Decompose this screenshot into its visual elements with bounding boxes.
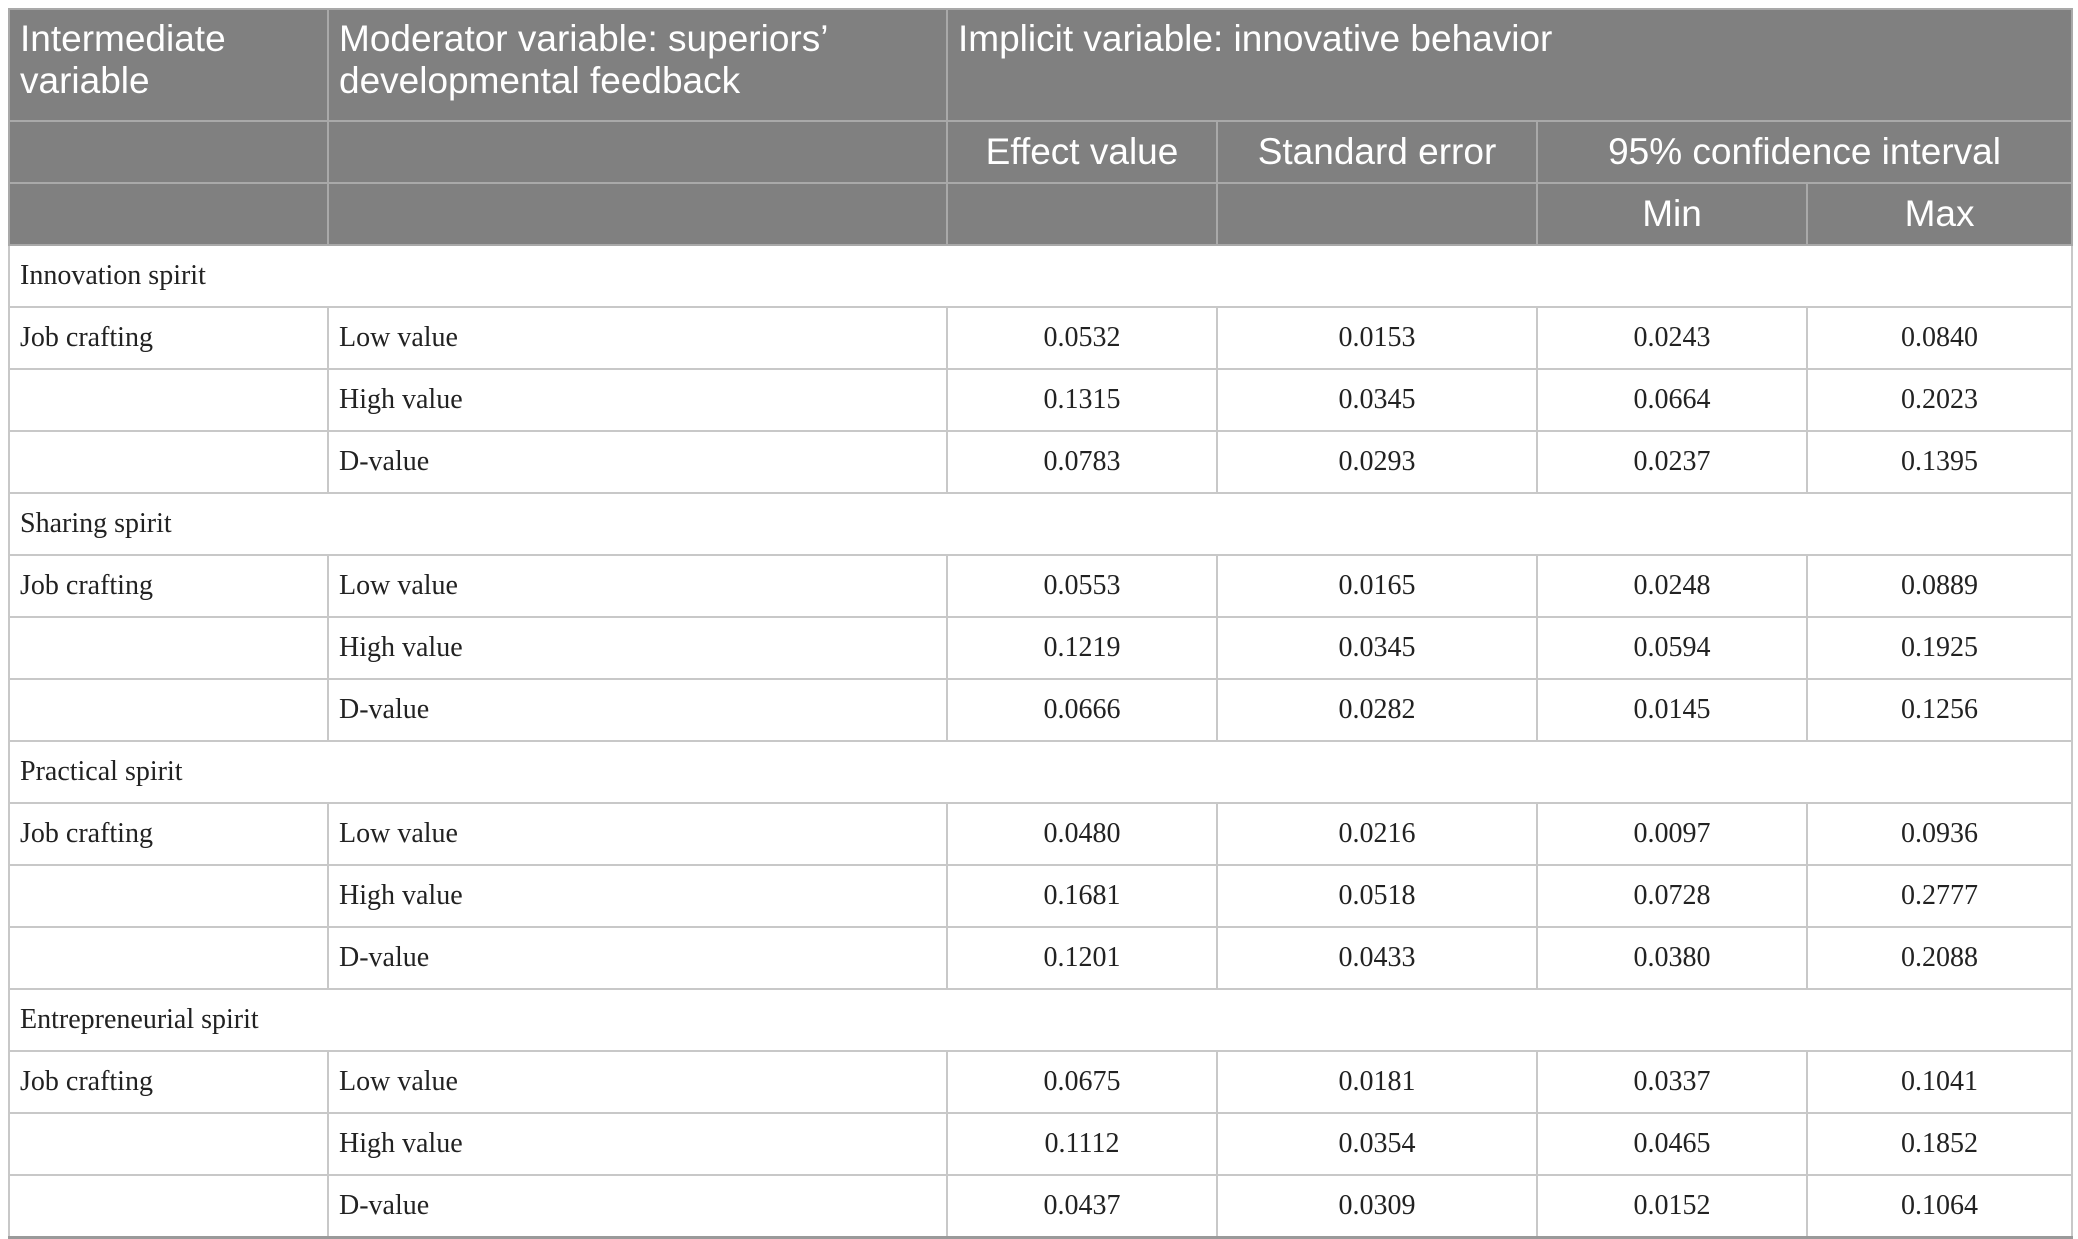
cell-intermediate-variable <box>9 431 328 493</box>
cell-moderator-level: D-value <box>328 927 947 989</box>
header-confidence-interval: 95% confidence interval <box>1537 121 2072 183</box>
cell-standard-error: 0.0354 <box>1217 1113 1537 1175</box>
section-title: Entrepreneurial spirit <box>9 989 2072 1051</box>
cell-effect-value: 0.0480 <box>947 803 1217 865</box>
cell-ci-min: 0.0728 <box>1537 865 1807 927</box>
section-title: Innovation spirit <box>9 245 2072 307</box>
cell-intermediate-variable: Job crafting <box>9 803 328 865</box>
cell-ci-min: 0.0243 <box>1537 307 1807 369</box>
cell-standard-error: 0.0293 <box>1217 431 1537 493</box>
table-row <box>9 927 2072 989</box>
cell-standard-error: 0.0345 <box>1217 617 1537 679</box>
cell-ci-min: 0.0248 <box>1537 555 1807 617</box>
table-row <box>9 803 2072 865</box>
cell-ci-min: 0.0145 <box>1537 679 1807 741</box>
cell-ci-max: 0.2777 <box>1807 865 2072 927</box>
cell-ci-min: 0.0097 <box>1537 803 1807 865</box>
cell-ci-max: 0.1925 <box>1807 617 2072 679</box>
section-title: Practical spirit <box>9 741 2072 803</box>
header-implicit-variable: Implicit variable: innovative behavior <box>947 9 2072 121</box>
cell-standard-error: 0.0345 <box>1217 369 1537 431</box>
cell-standard-error: 0.0433 <box>1217 927 1537 989</box>
table-body <box>9 245 2072 1238</box>
cell-standard-error: 0.0309 <box>1217 1175 1537 1238</box>
cell-ci-max: 0.1852 <box>1807 1113 2072 1175</box>
cell-effect-value: 0.0783 <box>947 431 1217 493</box>
cell-effect-value: 0.0553 <box>947 555 1217 617</box>
cell-intermediate-variable: Job crafting <box>9 1051 328 1113</box>
cell-ci-max: 0.0936 <box>1807 803 2072 865</box>
header-intermediate-variable: Intermediate variable <box>9 9 328 121</box>
table-row <box>9 555 2072 617</box>
cell-standard-error: 0.0282 <box>1217 679 1537 741</box>
moderated-mediation-table <box>8 8 2073 1239</box>
cell-moderator-level: High value <box>328 1113 947 1175</box>
cell-moderator-level: Low value <box>328 307 947 369</box>
cell-ci-min: 0.0594 <box>1537 617 1807 679</box>
cell-standard-error: 0.0181 <box>1217 1051 1537 1113</box>
cell-ci-max: 0.0840 <box>1807 307 2072 369</box>
table-row <box>9 431 2072 493</box>
cell-effect-value: 0.1315 <box>947 369 1217 431</box>
cell-intermediate-variable <box>9 617 328 679</box>
cell-ci-max: 0.2023 <box>1807 369 2072 431</box>
cell-ci-max: 0.2088 <box>1807 927 2072 989</box>
cell-ci-min: 0.0465 <box>1537 1113 1807 1175</box>
cell-standard-error: 0.0518 <box>1217 865 1537 927</box>
section-row <box>9 245 2072 307</box>
section-title: Sharing spirit <box>9 493 2072 555</box>
cell-ci-max: 0.1041 <box>1807 1051 2072 1113</box>
header-row-3 <box>9 183 2072 245</box>
cell-moderator-level: Low value <box>328 555 947 617</box>
section-row <box>9 741 2072 803</box>
table-row <box>9 1051 2072 1113</box>
cell-moderator-level: High value <box>328 865 947 927</box>
section-row <box>9 493 2072 555</box>
table-row <box>9 679 2072 741</box>
cell-ci-min: 0.0664 <box>1537 369 1807 431</box>
cell-effect-value: 0.1112 <box>947 1113 1217 1175</box>
header-effect-value: Effect value <box>947 121 1217 183</box>
header-blank <box>9 121 328 183</box>
header-blank <box>9 183 328 245</box>
cell-moderator-level: Low value <box>328 1051 947 1113</box>
cell-intermediate-variable <box>9 927 328 989</box>
section-row <box>9 989 2072 1051</box>
cell-standard-error: 0.0165 <box>1217 555 1537 617</box>
cell-standard-error: 0.0153 <box>1217 307 1537 369</box>
cell-moderator-level: D-value <box>328 1175 947 1238</box>
cell-effect-value: 0.0532 <box>947 307 1217 369</box>
cell-ci-min: 0.0152 <box>1537 1175 1807 1238</box>
header-blank <box>947 183 1217 245</box>
header-blank <box>328 121 947 183</box>
header-row-2 <box>9 121 2072 183</box>
cell-intermediate-variable <box>9 369 328 431</box>
cell-moderator-level: Low value <box>328 803 947 865</box>
cell-moderator-level: D-value <box>328 431 947 493</box>
header-blank <box>1217 183 1537 245</box>
cell-intermediate-variable <box>9 1113 328 1175</box>
cell-intermediate-variable <box>9 865 328 927</box>
cell-moderator-level: High value <box>328 369 947 431</box>
cell-effect-value: 0.1681 <box>947 865 1217 927</box>
cell-intermediate-variable: Job crafting <box>9 307 328 369</box>
cell-intermediate-variable <box>9 679 328 741</box>
table-row <box>9 369 2072 431</box>
header-ci-max: Max <box>1807 183 2072 245</box>
cell-effect-value: 0.1201 <box>947 927 1217 989</box>
table-row <box>9 1113 2072 1175</box>
cell-ci-min: 0.0237 <box>1537 431 1807 493</box>
cell-intermediate-variable <box>9 1175 328 1238</box>
cell-ci-min: 0.0380 <box>1537 927 1807 989</box>
cell-effect-value: 0.0666 <box>947 679 1217 741</box>
cell-standard-error: 0.0216 <box>1217 803 1537 865</box>
table-row <box>9 865 2072 927</box>
cell-ci-max: 0.1395 <box>1807 431 2072 493</box>
results-table-container <box>8 8 2071 1239</box>
cell-moderator-level: D-value <box>328 679 947 741</box>
cell-moderator-level: High value <box>328 617 947 679</box>
cell-effect-value: 0.1219 <box>947 617 1217 679</box>
cell-ci-min: 0.0337 <box>1537 1051 1807 1113</box>
cell-intermediate-variable: Job crafting <box>9 555 328 617</box>
header-ci-min: Min <box>1537 183 1807 245</box>
header-blank <box>328 183 947 245</box>
header-row-1 <box>9 9 2072 121</box>
cell-ci-max: 0.0889 <box>1807 555 2072 617</box>
cell-effect-value: 0.0675 <box>947 1051 1217 1113</box>
cell-ci-max: 0.1064 <box>1807 1175 2072 1238</box>
table-row <box>9 617 2072 679</box>
table-header <box>9 9 2072 245</box>
table-row <box>9 1175 2072 1238</box>
header-standard-error: Standard error <box>1217 121 1537 183</box>
cell-effect-value: 0.0437 <box>947 1175 1217 1238</box>
cell-ci-max: 0.1256 <box>1807 679 2072 741</box>
table-row <box>9 307 2072 369</box>
header-moderator-variable: Moderator variable: superiors’ developmental feedback <box>328 9 947 121</box>
